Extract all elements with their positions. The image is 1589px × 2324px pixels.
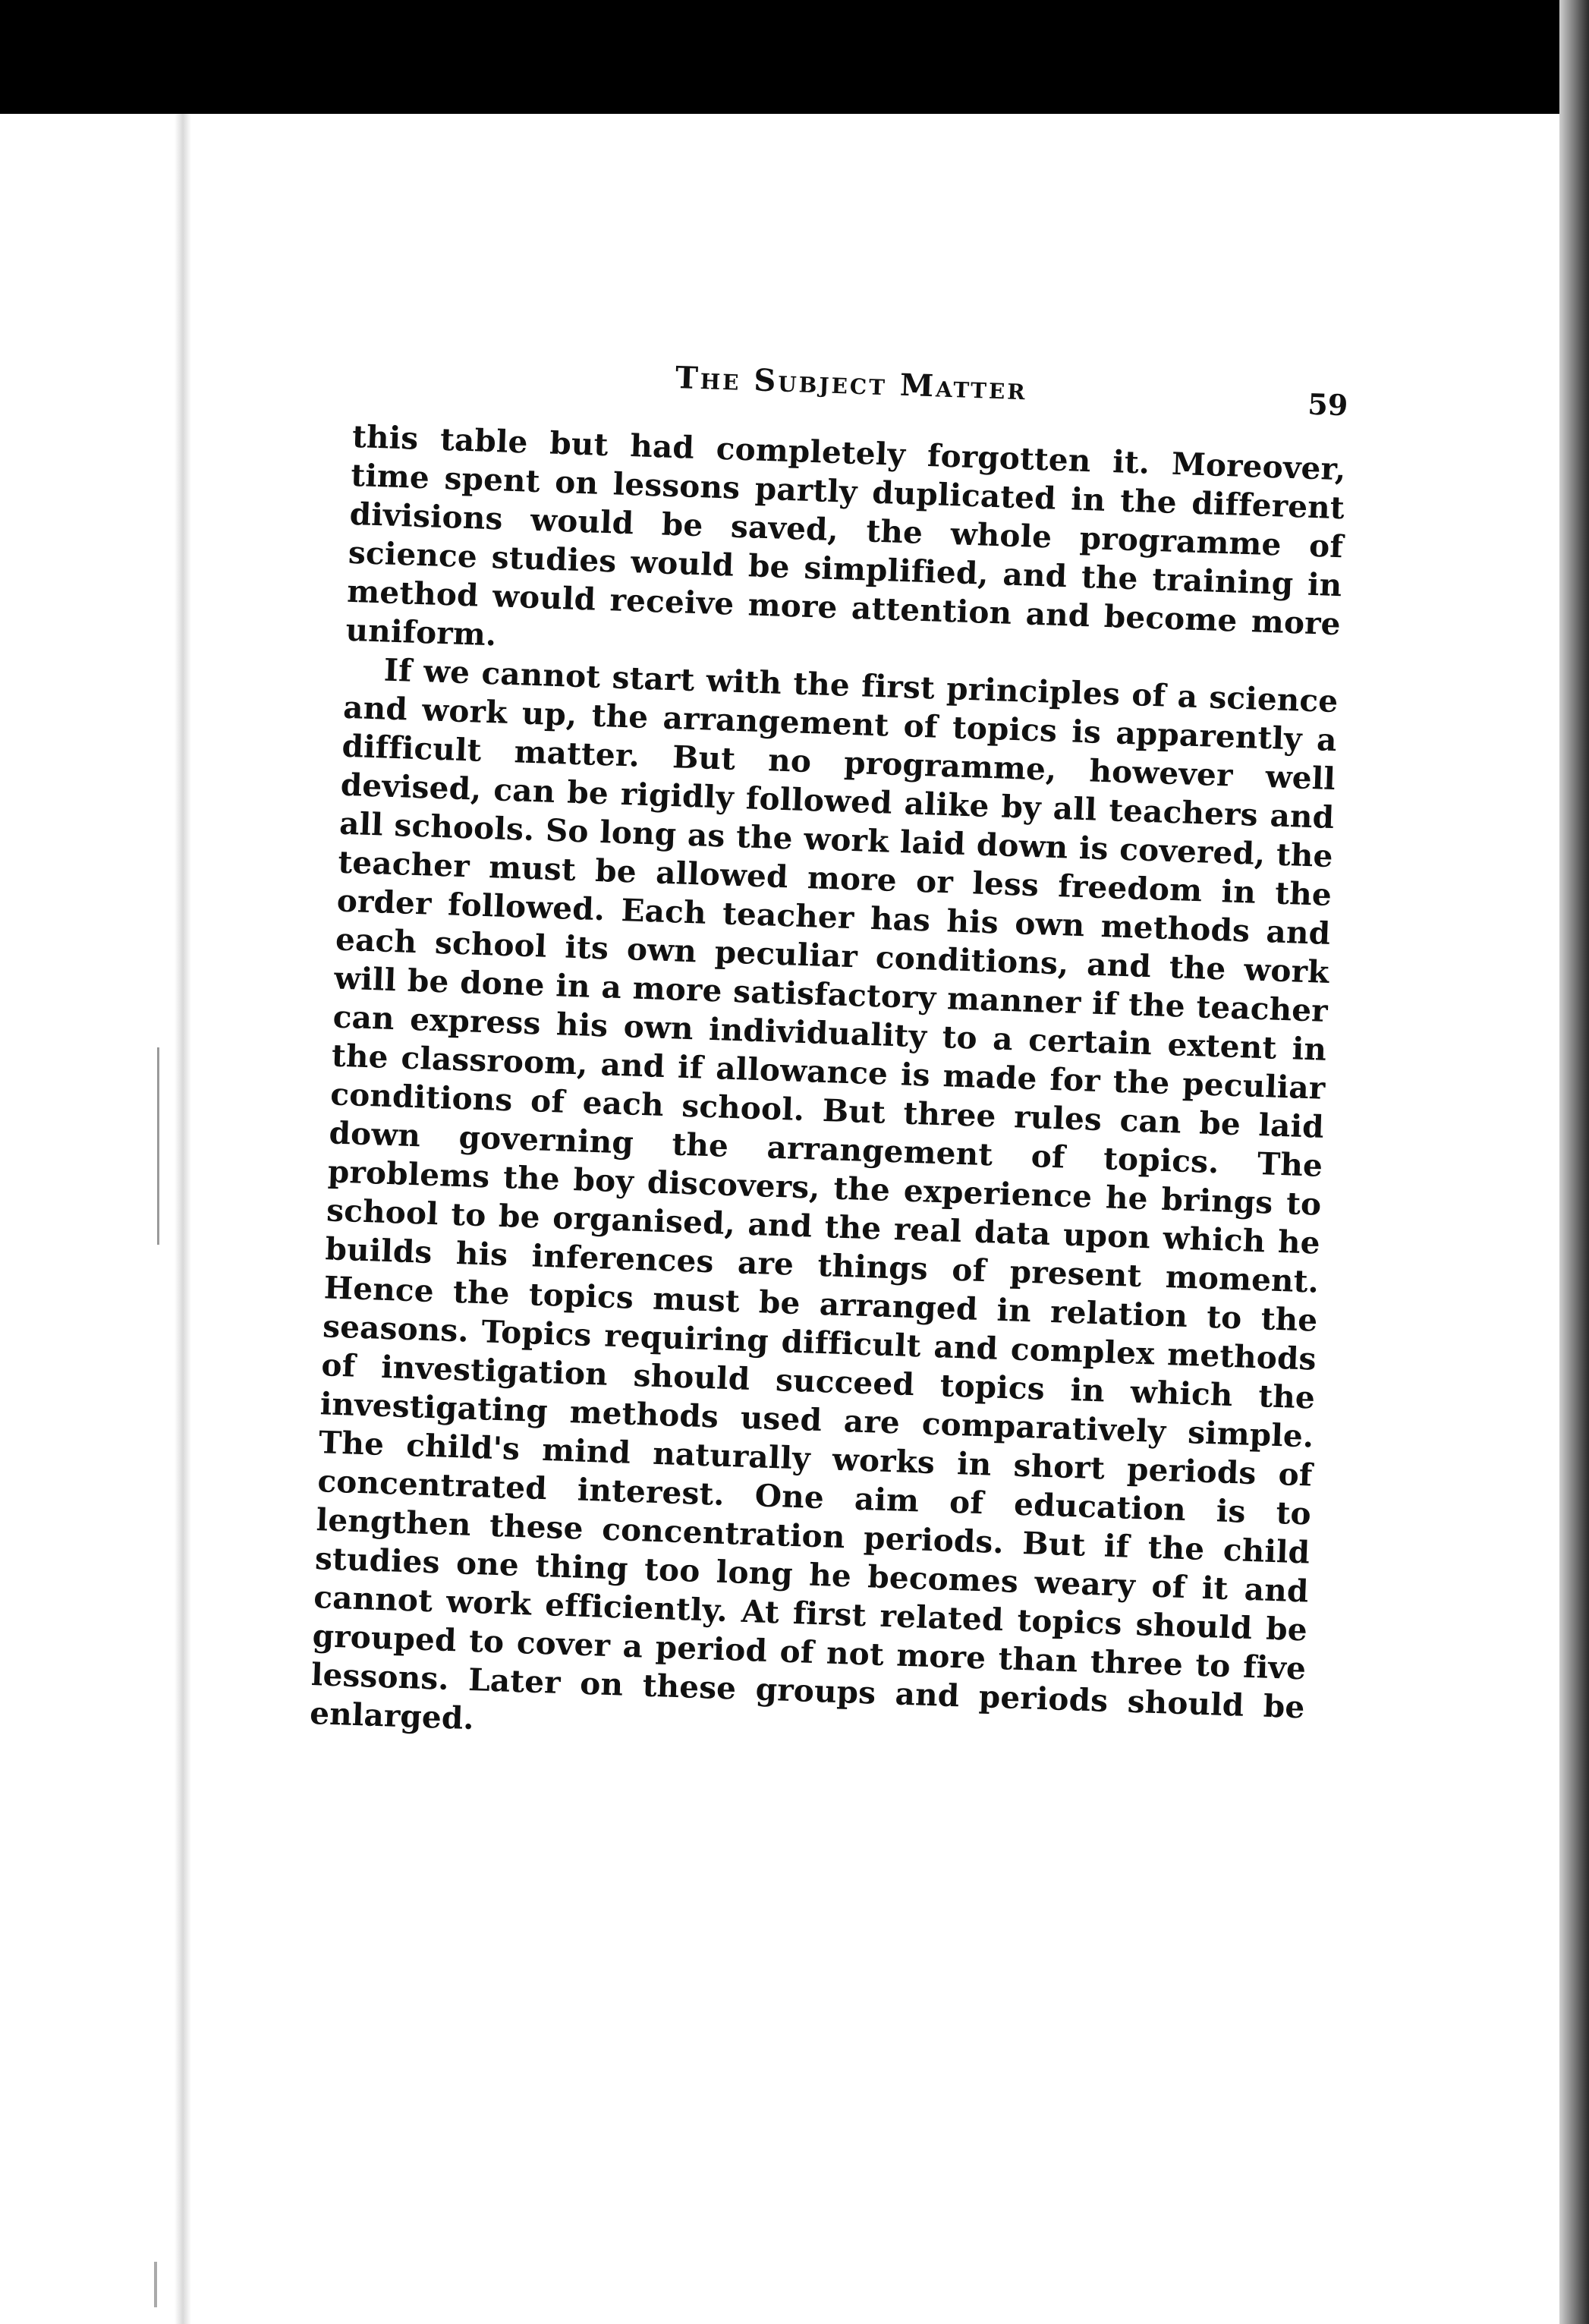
paragraph: If we cannot start with the first principles of a science and work up, the arrangement of topics is apparently a difficult matter. But no programme, however well devised, can be rigidly followed alike by all teachers and all schools. So long as the work laid down is covered, the teacher must be allowed more or less freedom in the order followed. Each teacher has his own methods and each school its own peculiar conditions, and the work will be done in a more satisfactory manner if the teacher can express his own individuality to a certain extent in the classroom, and if allowance is made for the peculiar conditions of each school. But three rules can be laid down governing the arrangement of topics. The problems the boy discovers, the experience he brings to school to be organised, and the real data upon which he builds his inferences are things of present moment. Hence the topics must be arranged in relation to the seasons. Topics requiring difficult and complex methods of investigation should succeed topics in which the investigating methods used are comparatively simple. The child's mind naturally works in short periods of concentrated interest. One aim of education is to lengthen these concentration periods. But if the child studies one thing too long he becomes weary of it and cannot work efficiently. At first related topics should be grouped to cover a period of not more than three to five lessons. Later on these groups and periods should be enlarged. [309, 651, 1339, 1737]
scanner-top-border [0, 0, 1589, 114]
gutter-mark [154, 2262, 157, 2307]
page-number: 59 [1307, 386, 1349, 423]
paragraph: this table but had completely forgotten it. Moreover, time spent on lessons partly duplicated in the different divisions would be saved, the whole programme of science studies would be simplified, and the training in method would receive more attention and become more uniform. [345, 417, 1347, 653]
running-title: The Subject Matter [675, 359, 1028, 408]
gutter-mark [157, 1047, 159, 1245]
body-text [310, 417, 1347, 1765]
page-content [310, 304, 1351, 1765]
page-edge-strip [1559, 0, 1589, 2324]
book-gutter-edge [175, 114, 191, 2324]
